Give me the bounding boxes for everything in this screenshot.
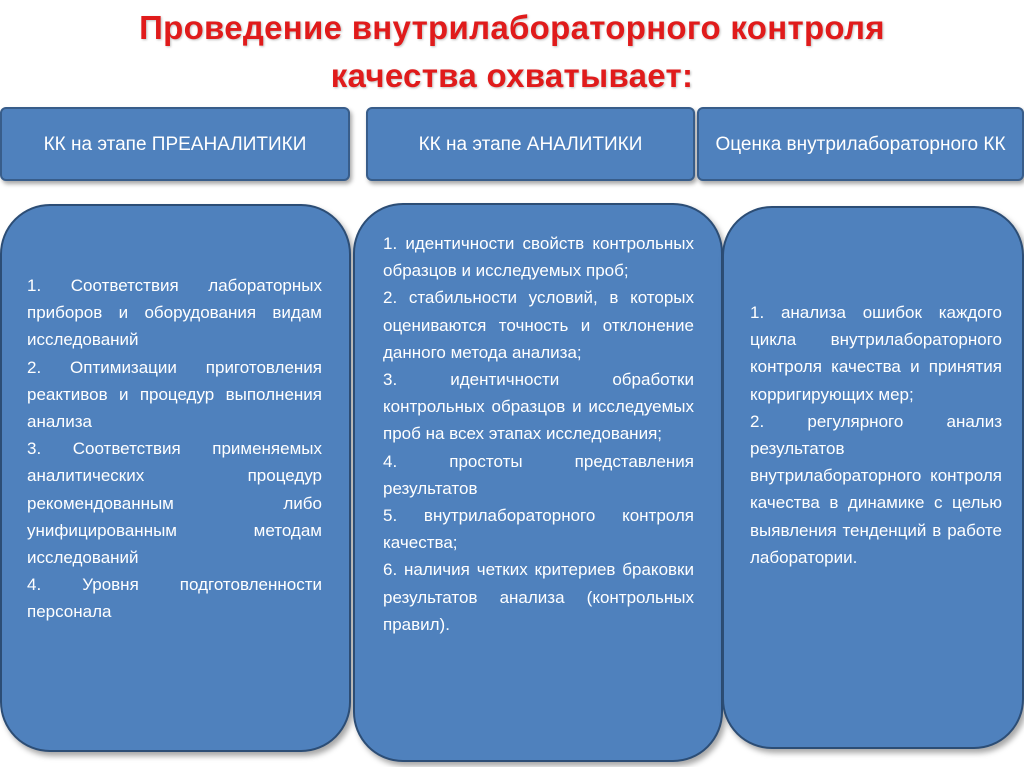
title-line-2: качества охватывает: — [330, 57, 694, 94]
header-evaluation — [697, 107, 1024, 181]
list-item: 3. идентичности обработки контрольных образцов и исследуемых проб на всех этапах исследования; — [383, 370, 694, 444]
list-item: 1. Соответствия лабораторных приборов и оборудования видам исследований — [27, 276, 322, 350]
list-item: 2. Оптимизации приготовления реактивов и процедур выполнения анализа — [27, 357, 322, 432]
list-item: 6. наличия четких критериев браковки результатов анализа (контрольных правил). — [383, 560, 694, 634]
list-item: 5. внутрилабораторного контроля качества; — [383, 506, 694, 553]
page-title — [0, 4, 1024, 100]
evaluation-list — [750, 299, 1002, 571]
list-item: 1. идентичности свойств контрольных образцов и исследуемых проб; — [383, 234, 694, 281]
list-item: 4. простоты представления результатов — [383, 451, 694, 498]
analytics-list — [383, 230, 694, 638]
header-evaluation-label: Оценка внутрилабораторного КК — [715, 133, 1006, 155]
preanalytics-list — [27, 272, 322, 626]
header-analytics-label: КК на этапе АНАЛИТИКИ — [418, 133, 643, 155]
list-item: 2. регулярного анализ результатов внутрилабораторного контроля качества в динамике с целью выявления тенденций в работе лаборатории. — [750, 411, 1002, 567]
header-preanalytics-label: КК на этапе ПРЕАНАЛИТИКИ — [43, 133, 307, 155]
list-item: 3. Соответствия применяемых аналитических процедур рекомендованным либо унифицированным методам исследований — [27, 439, 322, 568]
list-item: 2. стабильности условий, в которых оцениваются точность и отклонение данного метода анализа; — [383, 288, 694, 362]
title-line-1: Проведение внутрилабораторного контроля — [139, 9, 885, 46]
list-item: 4. Уровня подготовленности персонала — [27, 575, 322, 622]
header-preanalytics — [0, 107, 350, 181]
list-item: 1. анализа ошибок каждого цикла внутрилабораторного контроля качества и принятия корригирующих мер; — [750, 303, 1002, 404]
header-analytics — [366, 107, 695, 181]
